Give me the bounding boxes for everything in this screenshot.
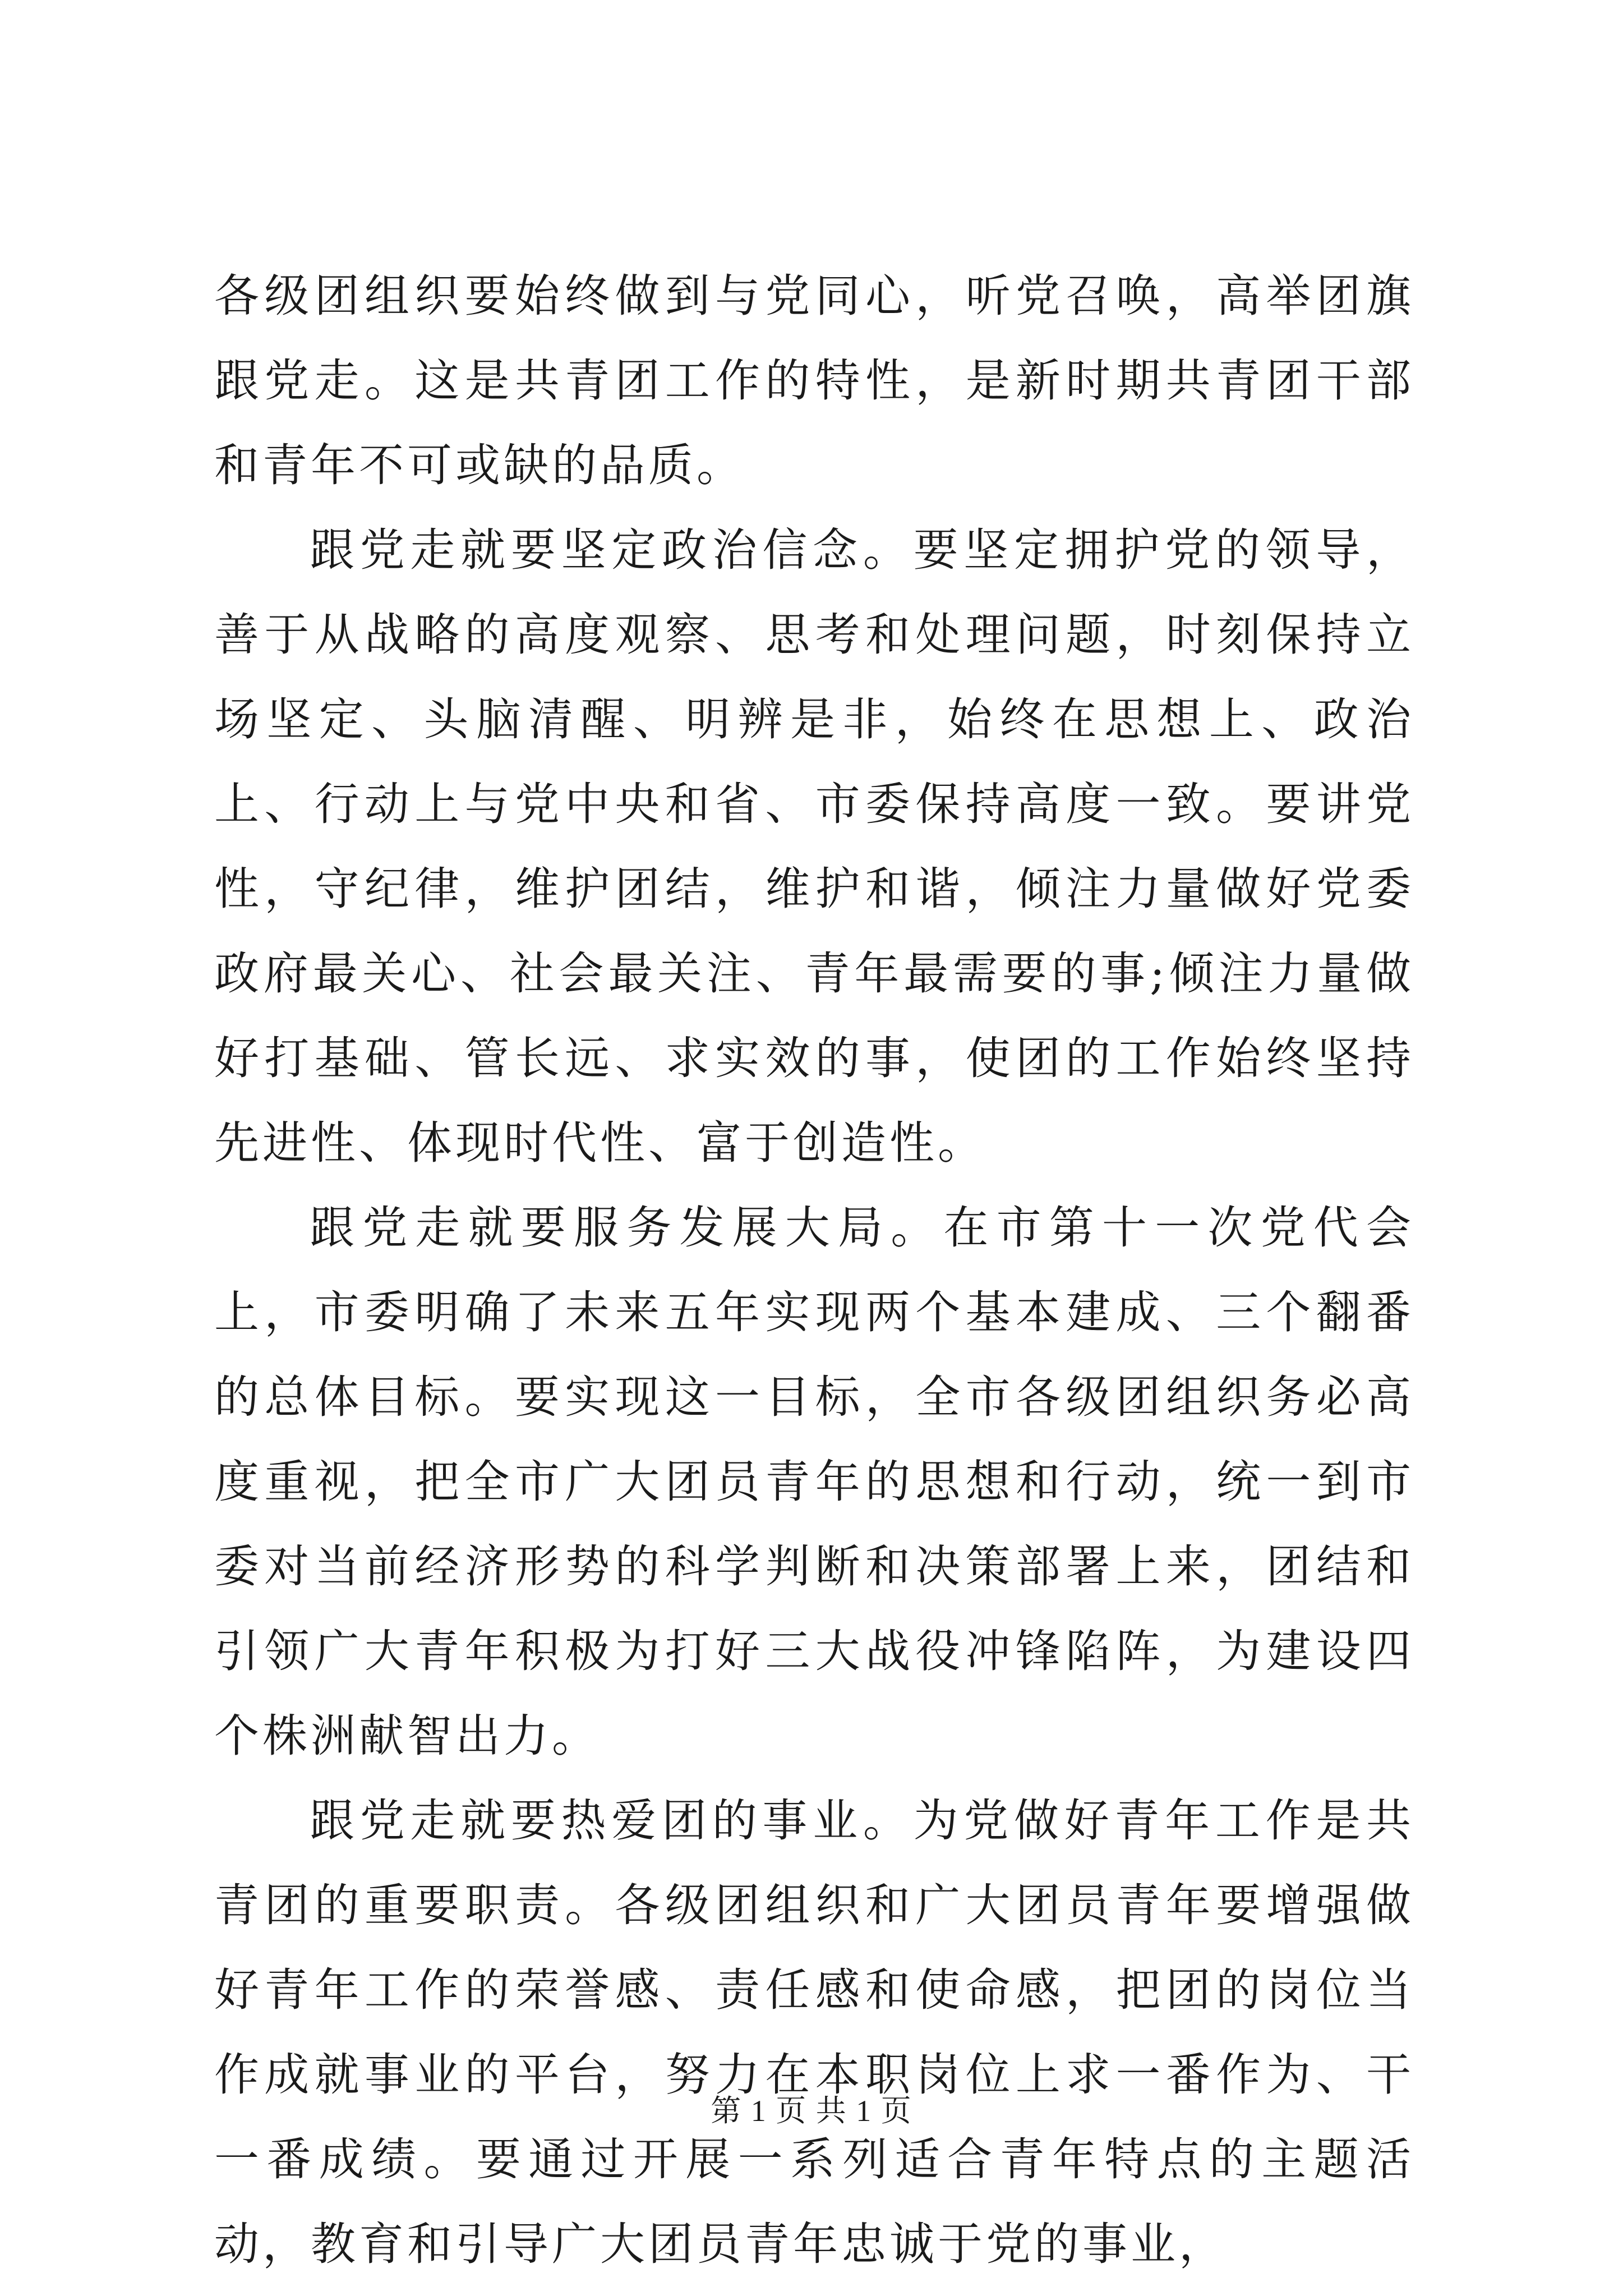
paragraph-2: 跟党走就要坚定政治信念。要坚定拥护党的领导，善于从战略的高度观察、思考和处理问题，时刻保持立场坚定、头脑清醒、明辨是非，始终在思想上、政治上、行动上与党中央和省、市委保持高度一致。要讲党性，守纪律，维护团结，维护和谐，倾注力量做好党委政府最关心、社会最关注、青年最需要的事;倾注力量做好打基础、管长远、求实效的事，使团的工作始终坚持先进性、体现时代性、富于创造性。 (214, 524, 1414, 1169)
document-body (214, 254, 1414, 2286)
paragraph-3: 跟党走就要服务发展大局。在市第十一次党代会上，市委明确了未来五年实现两个基本建成、三个翻番的总体目标。要实现这一目标，全市各级团组织务必高度重视，把全市广大团员青年的思想和行动，统一到市委对当前经济形势的科学判断和决策部署上来，团结和引领广大青年积极为打好三大战役冲锋陷阵，为建设四个株洲献智出力。 (214, 1202, 1414, 1762)
page-footer: 第 1 页 共 1 页 (711, 2094, 912, 2128)
paragraph-1: 各级团组织要始终做到与党同心，听党召唤，高举团旗跟党走。这是共青团工作的特性，是新时期共青团干部和青年不可或缺的品质。 (214, 270, 1414, 491)
paragraph-4: 跟党走就要热爱团的事业。为党做好青年工作是共青团的重要职责。各级团组织和广大团员青年要增强做好青年工作的荣誉感、责任感和使命感，把团的岗位当作成就事业的平台，努力在本职岗位上求一番作为、干一番成绩。要通过开展一系列适合青年特点的主题活动，教育和引导广大团员青年忠诚于党的事业， (214, 1795, 1414, 2270)
